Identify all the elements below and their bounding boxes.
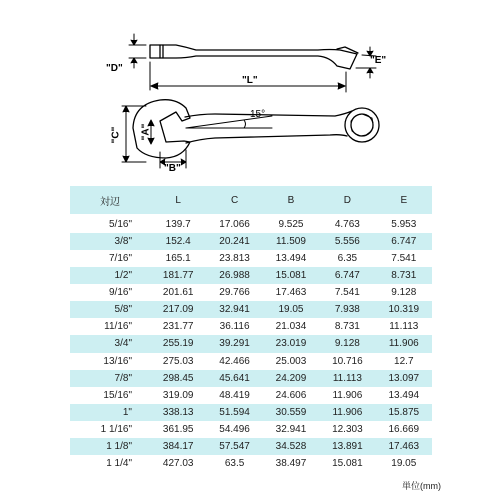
table-cell: 15.875 <box>388 406 420 418</box>
table-cell: 8.731 <box>334 321 360 333</box>
table-cell: 10.716 <box>332 355 363 367</box>
column-header: E <box>400 194 408 206</box>
wrench-drawing <box>0 0 500 182</box>
table-cell: 361.95 <box>162 423 194 435</box>
wrench-spec-table <box>70 186 432 472</box>
column-header: D <box>343 194 351 206</box>
table-cell: 39.291 <box>219 338 250 350</box>
table-cell: 9.128 <box>391 287 417 299</box>
table-cell: 57.547 <box>219 440 250 452</box>
table-cell: 10.319 <box>388 304 420 316</box>
table-cell: 9.128 <box>334 338 360 350</box>
column-header: B <box>287 194 295 206</box>
table-cell: 30.559 <box>275 406 307 418</box>
table-cell: 51.594 <box>219 406 250 418</box>
dimension-label-d: "D" <box>106 63 123 74</box>
dimension-label-a: "A" <box>140 123 152 141</box>
table-cell: 20.241 <box>219 236 250 248</box>
table-cell: 36.116 <box>219 321 250 333</box>
size-cell: 3/4" <box>114 338 132 350</box>
table-cell: 38.497 <box>275 457 307 469</box>
table-row <box>70 421 432 438</box>
table-cell: 11.113 <box>389 321 419 333</box>
table-cell: 7.541 <box>334 287 360 299</box>
table-cell: 63.5 <box>224 457 245 469</box>
size-cell: 13/16" <box>103 355 132 367</box>
size-cell: 1 1/8" <box>106 440 132 452</box>
table-body <box>70 215 432 472</box>
table-cell: 4.763 <box>319 215 375 233</box>
size-cell: 15/16" <box>103 389 132 401</box>
table-cell: 54.496 <box>219 423 250 435</box>
table-cell: 11.906 <box>332 406 363 418</box>
table-cell: 16.669 <box>388 423 420 435</box>
table-header-row <box>70 186 432 215</box>
table-cell: 165.1 <box>165 253 191 265</box>
column-header: L <box>175 194 181 206</box>
table-cell: 319.09 <box>162 389 194 401</box>
dimension-label-l: "L" <box>242 75 258 86</box>
table-cell: 17.066 <box>206 215 262 233</box>
table-cell: 15.081 <box>332 457 363 469</box>
dimension-label-e: "E" <box>370 55 387 66</box>
table-cell: 6.747 <box>334 270 360 282</box>
table-cell: 17.463 <box>275 287 307 299</box>
table-row <box>70 215 432 233</box>
table-cell: 139.7 <box>150 215 206 233</box>
table-cell: 427.03 <box>162 457 194 469</box>
size-cell: 1" <box>122 406 132 418</box>
table-row <box>70 250 432 267</box>
table-cell: 275.03 <box>162 355 194 367</box>
table-cell: 11.906 <box>332 389 363 401</box>
table-cell: 181.77 <box>162 270 194 282</box>
table-cell: 298.45 <box>162 372 194 384</box>
table-cell: 5.556 <box>334 236 360 248</box>
table-row <box>70 404 432 421</box>
table-row <box>70 387 432 404</box>
table-row <box>70 318 432 335</box>
table-cell: 24.606 <box>275 389 307 401</box>
column-header: 対辺 <box>100 196 120 208</box>
table-cell: 32.941 <box>219 304 250 316</box>
table-cell: 25.003 <box>275 355 307 367</box>
table-cell: 45.641 <box>219 372 250 384</box>
table-cell: 5.953 <box>376 215 432 233</box>
table-cell: 11.906 <box>388 338 419 350</box>
table-cell: 32.941 <box>275 423 307 435</box>
table-row <box>70 301 432 318</box>
size-cell: 11/16" <box>104 321 132 333</box>
table-cell: 231.77 <box>162 321 194 333</box>
table-cell: 384.17 <box>162 440 194 452</box>
size-cell: 3/8" <box>114 236 132 248</box>
table-cell: 13.494 <box>275 253 307 265</box>
table-row <box>70 438 432 455</box>
table-cell: 12.7 <box>394 355 414 367</box>
table-cell: 338.13 <box>162 406 194 418</box>
table-cell: 15.081 <box>275 270 307 282</box>
column-header: C <box>230 194 239 206</box>
table-cell: 13.097 <box>388 372 420 384</box>
size-cell: 7/8" <box>114 372 132 384</box>
table-cell: 48.419 <box>219 389 250 401</box>
table-cell: 29.766 <box>219 287 250 299</box>
table-cell: 9.525 <box>263 215 319 233</box>
size-cell: 5/8" <box>114 304 132 316</box>
table-cell: 11.509 <box>276 236 306 248</box>
table-row <box>70 233 432 250</box>
table-cell: 255.19 <box>162 338 194 350</box>
angle-label-15-degrees: 15° <box>250 109 266 120</box>
table-row <box>70 455 432 472</box>
table-cell: 6.747 <box>391 236 417 248</box>
table-cell: 12.303 <box>332 423 363 435</box>
table-cell: 13.494 <box>388 389 420 401</box>
table-cell: 8.731 <box>391 270 417 282</box>
unit-note: 単位(mm) <box>402 481 441 491</box>
size-cell: 1 1/16" <box>100 423 132 435</box>
table-cell: 23.813 <box>219 253 250 265</box>
dimension-label-c: "C" <box>110 126 122 144</box>
table-cell: 201.61 <box>162 287 194 299</box>
table-cell: 217.09 <box>162 304 194 316</box>
size-cell: 9/16" <box>108 287 132 299</box>
dimension-label-b: "B" <box>164 163 181 174</box>
table-cell: 6.35 <box>337 253 358 265</box>
table-cell: 152.4 <box>165 236 191 248</box>
table-cell: 11.113 <box>332 372 362 384</box>
table-cell: 17.463 <box>388 440 420 452</box>
table-cell: 7.938 <box>334 304 360 316</box>
size-cell: 5/16" <box>70 215 150 233</box>
table-cell: 21.034 <box>275 321 307 333</box>
table-cell: 19.05 <box>278 304 304 316</box>
size-cell: 7/16" <box>108 253 132 265</box>
size-cell: 1 1/4" <box>106 457 132 469</box>
wrench-dimension-diagram <box>0 0 500 182</box>
table-cell: 7.541 <box>391 253 417 265</box>
table-row <box>70 370 432 387</box>
table-row <box>70 353 432 370</box>
table-cell: 42.466 <box>219 355 250 367</box>
size-cell: 1/2" <box>114 270 132 282</box>
table-cell: 24.209 <box>275 372 307 384</box>
table-cell: 23.019 <box>275 338 307 350</box>
table-cell: 26.988 <box>219 270 250 282</box>
table-row <box>70 284 432 301</box>
table-cell: 34.528 <box>275 440 307 452</box>
table-cell: 13.891 <box>332 440 363 452</box>
table-cell: 19.05 <box>391 457 417 469</box>
table-row <box>70 335 432 352</box>
table-row <box>70 267 432 284</box>
